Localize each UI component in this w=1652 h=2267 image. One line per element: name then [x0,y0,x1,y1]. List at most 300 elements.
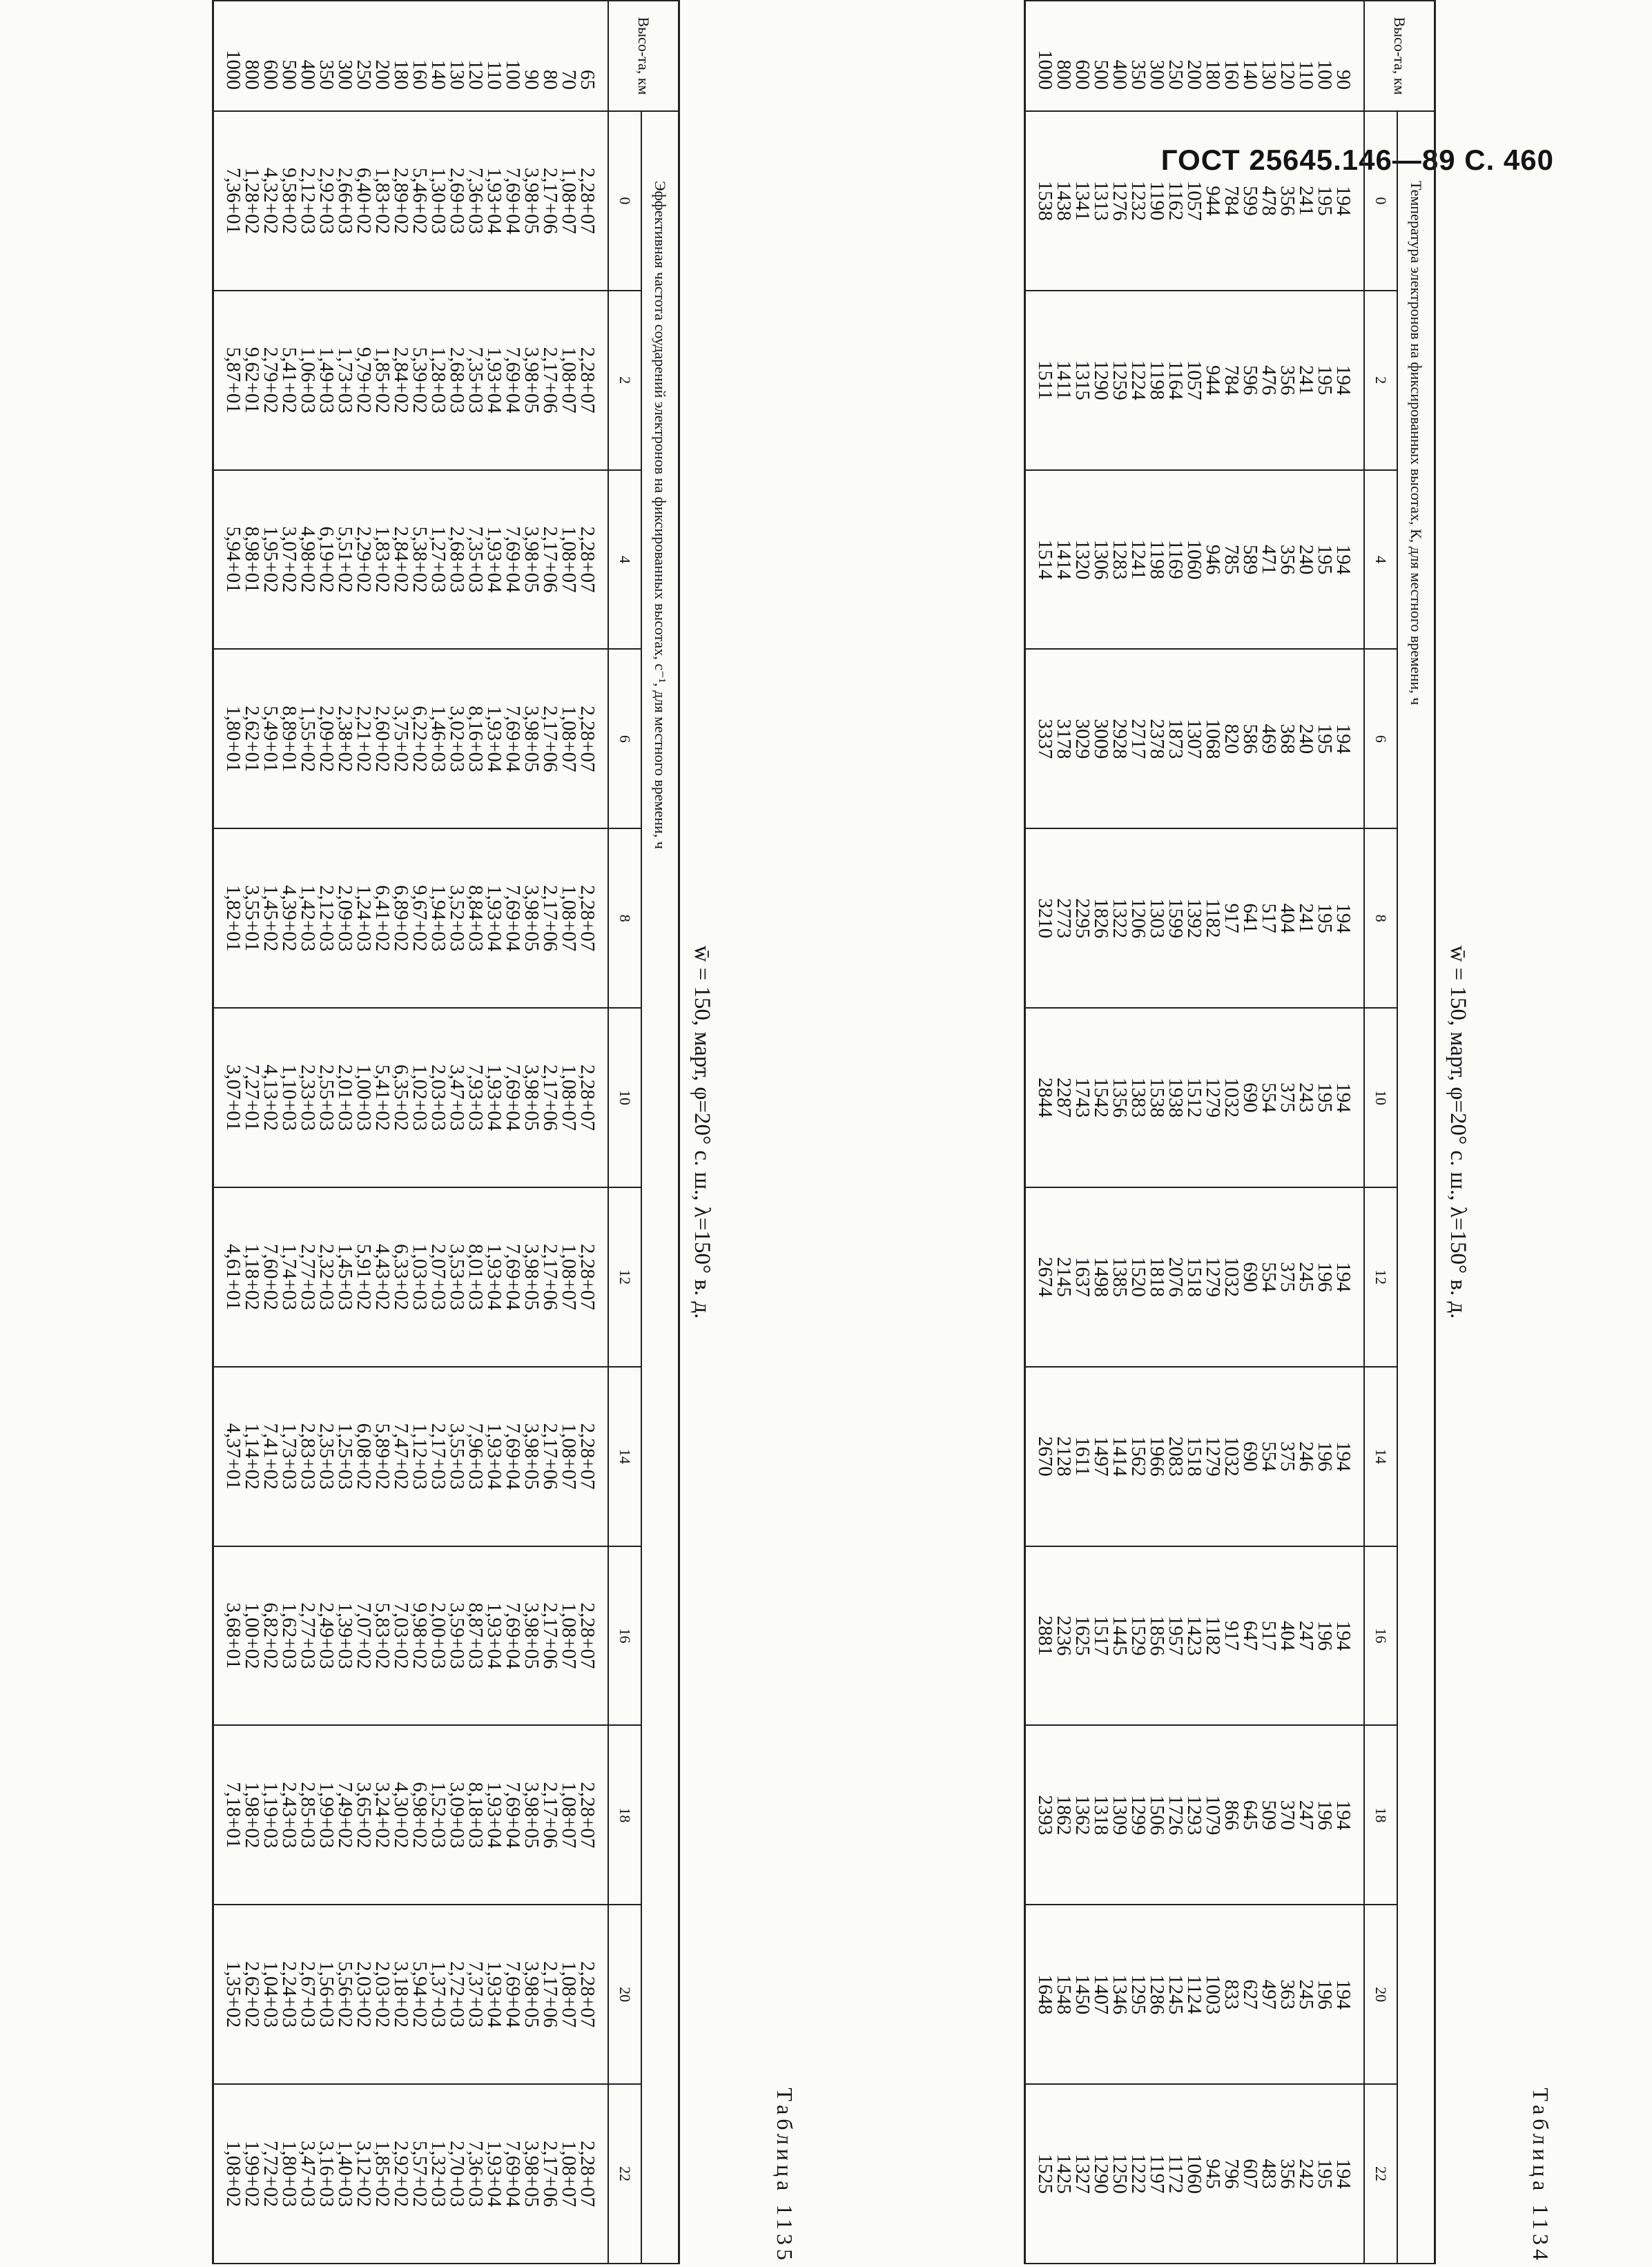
table-cell: 1307 [1183,719,1205,759]
table-cell: 1,08+07 [558,347,580,413]
table-cell: 1315 [1071,360,1094,400]
table-cell: 4,30+02 [390,1782,412,1849]
table-cell: 2,17+06 [539,706,561,772]
table-cell: 194 [1332,186,1354,216]
table-cell: 5,94+02 [409,1961,431,2028]
table-cell: 1309 [1109,1795,1131,1836]
hour-header: 8 [1364,828,1397,1008]
table-cell: 1356 [1109,1078,1131,1118]
hour-header: 4 [608,470,641,650]
table-cell: 6,82+02 [260,1602,282,1669]
table-cell: 1172 [1165,2154,1187,2194]
table-cell: 1,82+01 [222,885,244,952]
value-column [1025,1367,1365,1546]
table-caption: w̄ = 150, март, φ=20° с. ш., λ=150° в. д. [1446,945,1470,1319]
table-cell: 1057 [1183,360,1205,400]
altitude-column [1025,1,1365,111]
table-cell: 2,43+03 [278,1782,300,1849]
table-cell: 2,09+02 [315,706,338,772]
table-cell: 363 [1276,1979,1299,2010]
table-cell: 497 [1258,1979,1280,2010]
table-cell: 4,39+02 [278,885,300,952]
table-cell: 8,87+03 [465,1602,487,1669]
table-cell: 1276 [1109,180,1131,221]
table-cell: 1245 [1165,1974,1187,2015]
table-cell: 2,29+02 [353,526,375,593]
altitude-value: 120 [1276,59,1299,90]
table-cell: 1,08+02 [222,2141,244,2208]
table-cell: 194 [1332,1979,1354,2010]
altitude-value: 1000 [222,50,244,90]
hour-header: 12 [1364,1187,1397,1367]
table-cell: 2,28+07 [576,1423,599,1490]
table-cell: 3,98+05 [521,1782,543,1849]
table-cell: 1862 [1053,1795,1075,1836]
table-cell: 7,72+02 [260,2141,282,2208]
hour-header-row [608,1,641,2264]
table-cell: 1293 [1183,1795,1205,1836]
table-cell: 1856 [1146,1615,1168,1656]
table-cell: 1283 [1109,539,1131,580]
altitude-value: 500 [278,59,300,90]
value-column [213,1546,609,1726]
table-cell: 1198 [1146,360,1168,400]
table-cell: 476 [1258,364,1280,396]
table-cell: 7,69+04 [502,1064,524,1131]
table-cell: 1,00+02 [241,1602,263,1669]
table-cell: 1,39+03 [334,1602,356,1669]
table-cell: 7,69+04 [502,526,524,593]
table-cell: 2,28+07 [576,2141,599,2208]
table-cell: 2,32+03 [315,1243,338,1310]
table-cell: 1637 [1071,1256,1094,1297]
table-cell: 1648 [1034,1974,1056,2015]
table-cell: 1,62+03 [278,1602,300,1669]
table-cell: 245 [1295,1979,1317,2010]
table-cell: 7,36+03 [465,167,487,234]
table-cell: 1542 [1090,1078,1112,1118]
table-cell: 375 [1276,1082,1299,1113]
table-cell: 3,18+02 [390,1961,412,2028]
table-cell: 1411 [1053,360,1075,400]
table-cell: 3,75+02 [390,706,412,772]
table-cell: 404 [1276,903,1299,933]
table-cell: 6,33+02 [390,1243,412,1310]
table-cell: 3,65+02 [353,1782,375,1849]
table-cell: 1385 [1109,1256,1131,1297]
table-cell: 1279 [1202,1436,1224,1477]
table-cell: 1295 [1127,1974,1149,2015]
table-cell: 2,70+03 [446,2141,468,2208]
table-cell: 1,93+04 [483,1423,505,1490]
table-cell: 2,28+07 [576,1243,599,1310]
table-cell: 2,17+06 [539,2141,561,2208]
table-cell: 1057 [1183,180,1205,221]
table-cell: 2287 [1053,1078,1075,1118]
table-cell: 1,00+03 [353,1064,375,1131]
table-cell: 7,69+04 [502,1782,524,1849]
table-cell: 2,62+02 [241,1961,263,2028]
table-cell: 596 [1239,364,1261,396]
table-cell: 1,32+03 [427,2141,449,2208]
table-cell: 1,93+04 [483,347,505,413]
table-cell: 3,98+05 [521,167,543,234]
table-cell: 9,67+02 [409,885,431,952]
table-cell: 1,08+07 [558,706,580,772]
table-cell: 241 [1295,903,1317,933]
table-cell: 2,17+03 [427,1423,449,1490]
altitude-value: 140 [1239,59,1261,90]
table-cell: 2,67+03 [297,1961,319,2028]
table-cell: 5,46+02 [409,167,431,234]
table-number: Таблица 1134 [1528,2088,1553,2264]
table-cell: 8,16+03 [465,706,487,772]
table-cell: 3,98+05 [521,706,543,772]
table-caption: w̄ = 150, март, φ=20° с. ш., λ=150° в. д. [690,945,715,1319]
table-cell: 3,02+03 [446,706,468,772]
table-cell: 194 [1332,2159,1354,2189]
table-cell: 2,83+03 [297,1423,319,1490]
value-column [1025,649,1365,828]
table-cell: 1,04+03 [260,1961,282,2028]
table-cell: 3,24+02 [371,1782,393,1849]
table-cell: 1,19+03 [260,1782,282,1849]
table-cell: 2,09+03 [334,885,356,952]
table-cell: 7,35+03 [465,526,487,593]
table-cell: 1318 [1090,1795,1112,1836]
table-cell: 1320 [1071,539,1094,580]
table-cell: 3337 [1034,719,1056,759]
hour-header: 8 [608,828,641,1008]
table-cell: 6,40+02 [353,167,375,234]
table-cell: 2,17+06 [539,167,561,234]
table-cell: 1599 [1165,898,1187,939]
table-cell: 4,13+02 [260,1064,282,1131]
table-cell: 5,49+01 [260,706,282,772]
table-cell: 1425 [1053,2154,1075,2195]
table-cell: 3029 [1071,719,1094,759]
table-cell: 1,27+03 [427,526,449,593]
table-cell: 1966 [1146,1436,1168,1477]
table-cell: 1,37+03 [427,1961,449,2028]
table-cell: 2,28+07 [576,1064,599,1131]
table-cell: 1529 [1127,1615,1149,1656]
table-cell: 1346 [1109,1974,1131,2015]
table-cell: 1,93+04 [483,1961,505,2028]
table-cell: 5,89+02 [371,1423,393,1490]
table-cell: 1,83+02 [371,167,393,234]
table-cell: 356 [1276,2159,1299,2189]
table-cell: 517 [1258,1620,1280,1651]
table-cell: 3,98+05 [521,1602,543,1669]
value-column [1025,470,1365,650]
table-cell: 1224 [1127,360,1149,400]
table-cell: 9,98+02 [409,1602,431,1669]
value-column [213,470,609,650]
altitude-value: 70 [558,70,580,90]
table-cell: 1259 [1109,360,1131,400]
table-cell: 1,99+03 [315,1782,338,1849]
table-cell: 2,85+03 [297,1782,319,1849]
table-cell: 1,35+02 [222,1961,244,2028]
table-cell: 1,03+03 [409,1243,431,1310]
page-header: ГОСТ 25645.146—89 С. 460 [1160,144,1554,176]
altitude-column [213,1,609,111]
table-cell: 7,69+04 [502,167,524,234]
table-cell: 1518 [1183,1256,1205,1297]
table-cell: 1818 [1146,1256,1168,1297]
altitude-value: 500 [1090,59,1112,90]
table-cell: 2,12+03 [297,167,319,234]
table-cell: 2,84+02 [390,347,412,413]
table-cell: 1079 [1202,1795,1224,1836]
hour-header: 22 [608,2084,641,2264]
altitude-value: 600 [1071,59,1094,90]
table-cell: 243 [1295,1082,1317,1113]
altitude-value: 130 [1258,59,1280,90]
table-cell: 1279 [1202,1078,1224,1118]
table-cell: 7,69+04 [502,1423,524,1490]
table-cell: 2236 [1053,1615,1075,1656]
value-column [1025,2084,1365,2264]
table-cell: 944 [1202,364,1224,396]
table-cell: 5,87+01 [222,347,244,413]
table-cell: 1548 [1053,1974,1075,2015]
table-cell: 3,07+02 [278,526,300,593]
table-cell: 1,73+03 [278,1423,300,1490]
table-cell: 2,28+07 [576,1602,599,1669]
table-cell: 5,41+02 [278,347,300,413]
table-cell: 5,94+01 [222,526,244,593]
altitude-value: 160 [409,59,431,90]
table-cell: 196 [1314,1262,1336,1292]
table-cell: 7,18+01 [222,1782,244,1849]
hour-header: 2 [608,291,641,470]
table-cell: 2,03+03 [427,1064,449,1131]
table-cell: 1,28+02 [241,167,263,234]
table-cell: 517 [1258,903,1280,933]
table-cell: 4,37+01 [222,1423,244,1490]
table-cell: 554 [1258,1082,1280,1113]
table-cell: 1538 [1034,180,1056,221]
table-cell: 785 [1221,544,1243,575]
table-cell: 1,08+07 [558,167,580,234]
value-column [213,1725,609,1905]
table-cell: 1,28+03 [427,347,449,413]
table-cell: 1,93+04 [483,706,505,772]
table-cell: 3,47+03 [297,2141,319,2208]
table-cell: 1,74+03 [278,1243,300,1310]
table-cell: 1,93+04 [483,2141,505,2208]
table-cell: 6,19+02 [315,526,338,593]
table-cell: 7,36+03 [465,2141,487,2208]
hour-header: 22 [1364,2084,1397,2264]
table-cell: 1,95+02 [260,526,282,593]
altitude-value: 90 [521,70,543,90]
table-cell: 7,36+01 [222,167,244,234]
hour-header: 14 [1364,1367,1397,1546]
table-cell: 1060 [1183,2154,1205,2195]
table-cell: 194 [1332,723,1354,755]
table-cell: 1190 [1146,181,1168,221]
table-cell: 356 [1276,544,1299,575]
table-cell: 1726 [1165,1795,1187,1836]
table-cell: 469 [1258,723,1280,755]
value-column [213,2084,609,2264]
table-cell: 1438 [1053,180,1075,221]
table-cell: 509 [1258,1800,1280,1831]
table-cell: 3,55+03 [446,1423,468,1490]
table-cell: 1611 [1071,1437,1094,1477]
table-subcaption: Температура электронов на фиксированных высотах, К, для местного времени, ч [1397,111,1435,2264]
table-cell: 1,08+07 [558,1961,580,2028]
table-cell: 2,62+01 [241,706,263,772]
table-cell: 7,69+04 [502,1961,524,2028]
table-cell: 375 [1276,1441,1299,1472]
hour-header: 4 [1364,470,1397,650]
table-cell: 8,01+03 [465,1243,487,1310]
table-cell: 196 [1314,1800,1336,1831]
table-cell: 1322 [1109,898,1131,939]
table-cell: 8,18+03 [465,1782,487,1849]
table-cell: 1162 [1165,181,1187,221]
altitude-value: 80 [539,70,561,90]
table-cell: 2,17+06 [539,1602,561,1669]
value-column [213,1187,609,1367]
table-cell: 246 [1295,1441,1317,1472]
value-column [213,649,609,828]
table-cell: 3,47+03 [446,1064,468,1131]
value-column [1025,291,1365,470]
table-cell: 690 [1239,1262,1261,1292]
table-cell: 196 [1314,1441,1336,1472]
table-cell: 4,98+02 [297,526,319,593]
table-cell: 3,09+03 [446,1782,468,1849]
altitude-value: 600 [260,59,282,90]
table-cell: 194 [1332,1262,1354,1292]
table-cell: 3,98+05 [521,1423,543,1490]
table-cell: 7,69+04 [502,885,524,952]
table-cell: 1506 [1146,1795,1168,1836]
table-cell: 7,69+04 [502,1602,524,1669]
table-cell: 1003 [1202,1974,1224,2015]
table-cell: 1,99+02 [241,2141,263,2208]
hour-header: 2 [1364,291,1397,470]
table-cell: 1414 [1109,1436,1131,1477]
hour-header: 20 [1364,1905,1397,2084]
table-cell: 356 [1276,186,1299,216]
table-cell: 1,83+02 [371,526,393,593]
table-cell: 1,18+02 [241,1243,263,1310]
table-cell: 3,98+05 [521,1064,543,1131]
table-cell: 3,52+03 [446,885,468,952]
table-cell: 194 [1332,364,1354,396]
table-cell: 370 [1276,1800,1299,1831]
table-cell: 627 [1239,1979,1261,2010]
table-cell: 7,69+04 [502,2141,524,2208]
table-cell: 1,08+07 [558,1602,580,1669]
table-cell: 6,98+02 [409,1782,431,1849]
table-cell: 2,68+03 [446,347,468,413]
data-row [1025,1,1365,2264]
table-cell: 478 [1258,186,1280,216]
table-cell: 1,93+04 [483,1602,505,1669]
table-cell: 2076 [1165,1256,1187,1297]
hour-header: 14 [608,1367,641,1546]
rotated-content [76,0,1595,2264]
table-cell: 195 [1314,1082,1336,1113]
table-cell: 7,41+02 [260,1423,282,1490]
table-cell: 3178 [1053,719,1075,759]
table-cell: 194 [1332,903,1354,933]
table-cell: 5,41+02 [371,1064,393,1131]
hour-header: 10 [1364,1008,1397,1187]
altitude-value: 800 [241,59,263,90]
table-cell: 2,17+06 [539,1961,561,2028]
altitude-value: 200 [1183,59,1205,90]
altitude-value: 400 [297,59,319,90]
table-cell: 1,30+03 [427,167,449,234]
table-cell: 1383 [1127,1078,1149,1118]
table-cell: 1,93+04 [483,1782,505,1849]
table-cell: 2,07+03 [427,1243,449,1310]
table-cell: 796 [1221,2159,1243,2189]
table-cell: 2,55+03 [315,1064,338,1131]
table-cell: 1,93+04 [483,1064,505,1131]
table-cell: 2674 [1034,1256,1056,1297]
value-column [1025,828,1365,1008]
table-cell: 1068 [1202,719,1224,759]
table-cell: 1445 [1109,1615,1131,1656]
table-cell: 1,08+07 [558,1423,580,1490]
table-cell: 647 [1239,1620,1261,1651]
table-cell: 1,42+03 [297,885,319,952]
table-cell: 196 [1314,1979,1336,2010]
altitude-value: 140 [427,59,449,90]
table-cell: 1873 [1165,719,1187,759]
table-cell: 8,89+01 [278,706,300,772]
table-cell: 5,57+02 [409,2141,431,2208]
table-cell: 1,08+07 [558,526,580,593]
table-cell: 3009 [1090,719,1112,759]
table-cell: 195 [1314,364,1336,396]
table-cell: 195 [1314,544,1336,575]
table-cell: 946 [1202,544,1224,575]
table-cell: 7,60+02 [260,1243,282,1310]
table-cell: 471 [1258,544,1280,575]
table-cell: 2,49+03 [315,1602,338,1669]
table-cell: 1206 [1127,898,1149,939]
table-cell: 7,27+01 [241,1064,263,1131]
table-cell: 1182 [1202,898,1224,938]
table-cell: 7,49+02 [334,1782,356,1849]
table-cell: 1241 [1127,539,1149,580]
hour-header: 10 [608,1008,641,1187]
table-cell: 2393 [1034,1795,1056,1836]
table-cell: 1497 [1090,1436,1112,1477]
hour-header: 18 [1364,1725,1397,1905]
table-cell: 2,21+02 [353,706,375,772]
table-cell: 1826 [1090,898,1112,939]
table-cell: 1518 [1183,1436,1205,1477]
table-cell: 9,58+02 [278,167,300,234]
table-cell: 690 [1239,1082,1261,1113]
table-cell: 1498 [1090,1256,1112,1297]
table-cell: 866 [1221,1800,1243,1831]
table-cell: 195 [1314,186,1336,216]
altitude-value: 800 [1053,59,1075,90]
table-cell: 247 [1295,1800,1317,1831]
